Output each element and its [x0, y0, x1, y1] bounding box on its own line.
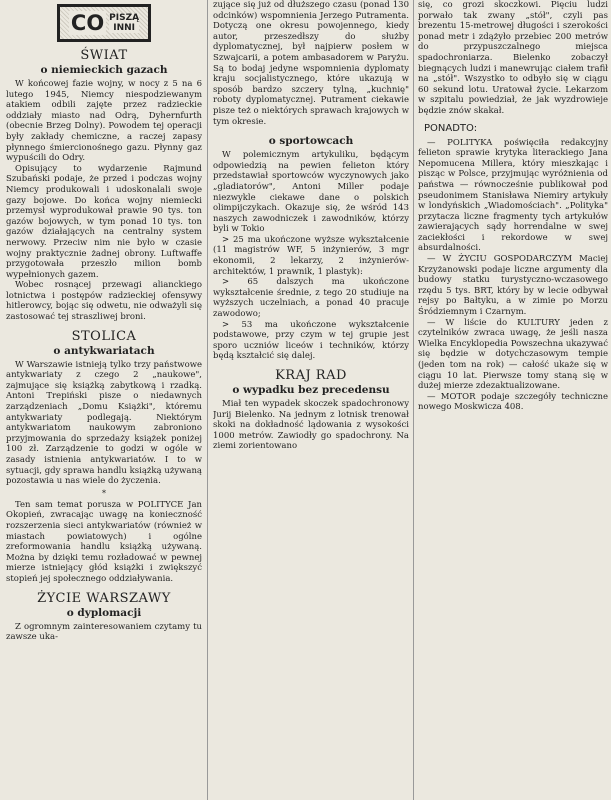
article-paragraph: się, co grozi skoczkowi. Pięciu ludzi porwało tak zwany „stół", czyli pas brezentu 15-metrowej długości i szerokości ponad metr i zdążyło przebiec 200 metrów do przypuszczalnego miejsca spadochroniarza. Bielenko zobaczył biegnących ludzi i manewrując ciałem trafił na „stół". Wszystko to odbyło się w ciągu 60 sekund lotu. Uratował życie. Lekarzom w szpitalu powiedział, że jak wyzdrowieje będzie znów skakał. [418, 0, 608, 116]
news-item: — W liście do KULTURY jeden z czytelników zwraca uwagę, że jeśli nasza Wielka Encyklopedia Powszechna ukazywać się będzie w dotychczasowym tempie (jeden tom na rok) — całość ukaże się w ciągu 10 lat. Pierwsze tomy staną się w dużej mierze zdezaktualizowane. [418, 317, 608, 392]
co-pisza-inni-logo [57, 4, 151, 42]
logo-small-text [109, 13, 139, 33]
bullet-text: 65 dalszych ma ukończone wykształcenie średnie, z tego 20 studiuje na wyższych uczelniach, a ponad 40 pracuje zawodowo; [213, 277, 409, 320]
bullet-text: 53 ma ukończone wykształcenie podstawowe, przy czym w tej grupie jest sporo uczniów liceów i techników, którzy będą kształcić się dalej. [213, 319, 409, 362]
section-heading: STOLICA [71, 328, 137, 344]
logo-big-text: CO [70, 11, 105, 35]
column-divider [413, 0, 414, 800]
logo-small-bottom: INNI [113, 23, 136, 33]
bullet-item [213, 277, 409, 319]
bullet-arrow-icon: > [222, 234, 233, 245]
column-middle [213, 0, 409, 800]
column-left [6, 0, 202, 800]
column-right [418, 0, 608, 800]
article-paragraph: W polemicznym artykuliku, będącym odpowiedzią na pewien felieton który przedstawiał sportowców wyczynowych jako „gladiatorów", Antoni Miller podaje niezwykle ciekawe dane o polskich olimpijczykach. Okazuje się, że wśród 143 naszych zawodniczek i zawodników, którzy byli w Tokio [213, 150, 409, 235]
news-item: — W ŻYCIU GOSPODARCZYM Maciej Krzyżanowski podaje liczne argumenty dla budowy statku turystyczno-wczasowego rzędu 5 tys. BRT, który by w lecie odbywał rejsy po Bałtyku, a w zimie po Morzu Śródziemnym i Czarnym. [418, 254, 608, 318]
article-paragraph: W Warszawie istnieją tylko trzy państwowe antykwariaty z czego 2 „naukowe", zajmujące się książką zabytkową i rzadką. Antoni Trepiński pisze o niedawnych zarządzeniach „Domu Książki", któremu antykwariaty podlegają. Niektórym antykwariatom naukowym zabroniono przyjmowania do sprzedaży książek poniżej 100 zł. Zarządzenie to godzi w ogóle w zasady istnienia antykwariatów. I to w sytuacji, gdy sprawa handlu książką używaną pozostawia u nas wiele do życzenia. [6, 359, 202, 487]
separator-star: * [102, 488, 106, 498]
article-paragraph: Opisujący to wydarzenie Rajmund Szubański podaje, że przed i podczas wojny Niemcy produkowali i udoskonalali swoje gazy bojowe. Do końca wojny niemiecki przemysł wyprodukował prawie 90 tys. ton gazów bojowych, w tym ponad 10 tys. ton gazów działających na centralny system nerwowy. Przeciw nim nie było w czasie wojny praktycznie żadnej obrony. Luftwaffe przygotowała przeszło milion bomb wypełnionych gazem. [6, 163, 202, 280]
article-paragraph: Ten sam temat porusza w POLITYCE Jan Okopień, zwracając uwagę na konieczność rozszerzenia sieci antykwariatów (również w miastach powiatowych) i ogólne zreformowania handlu książką używaną. Można by dzięki temu rozładować w pewnej mierze istniejący głód książki i zwiększyć stopień jej społecznego oddziaływania. [6, 499, 202, 584]
news-item: — MOTOR podaje szczegóły techniczne nowego Moskwicza 408. [418, 391, 608, 413]
bullet-arrow-icon: > [222, 277, 248, 288]
bullet-item [213, 320, 409, 362]
section-subheading: o wypadku bez precedensu [232, 384, 390, 396]
logo-small-top: PISZĄ [109, 13, 140, 23]
section-subheading: o dyplomacji [66, 606, 142, 619]
column-divider [207, 0, 208, 800]
bullet-item [213, 235, 409, 277]
article-paragraph: Wobec rosnącej przewagi alianckiego lotnictwa i postępów radzieckiej ofensywy hitlerowcy, bojąc się odwetu, nie odważyli się zastosować tej straszliwej broni. [6, 280, 202, 323]
article-paragraph: Miał ten wypadek skoczek spadochronowy Jurij Bielenko. Na jednym z lotnisk trenował skoki na dokładność lądowania z wysokości 1000 metrów. Zawiodły go spadochrony. Na ziemi zorientowano [213, 399, 409, 452]
section-subheading: o niemieckich gazach [40, 64, 168, 76]
ponadto-heading: PONADTO: [424, 122, 478, 134]
news-item: — POLITYKA poświęciła redakcyjny felieton sprawie krytyka literackiego Jana Nepomucena Millera, który mieszkając i pisząc w Polsce, przyjmując wyróżnienia od państwa — równocześnie publikował pod pseudonimem Stanisława Niemiry artykuły w londyńskich „Wiadomościach". „Polityka" przytacza liczne fragmenty tych artykułów zawierających sądy horrendalne w swej zaciekłości i rekordowe w swej absurdalności. [418, 137, 608, 254]
section-subheading: o antykwariatach [53, 344, 155, 357]
bullet-text: 25 ma ukończone wyższe wykształcenie (11 magistrów WF, 5 inżynierów, 3 mgr ekonomii, 2 lekarzy, 2 inżynierów-architektów, 1 prawnik, 1 plastyk): [213, 234, 409, 277]
article-paragraph: Z ogromnym zainteresowaniem czytamy tu zawsze uka- [6, 621, 202, 643]
article-paragraph: zujące się już od dłuższego czasu (ponad 130 odcinków) wspomnienia Jerzego Putramenta. Dotyczą one okresu powojennego, kiedy autor, przeszedłszy do służby dyplomatycznej, był najpierw posłem w Szwajcarii, a potem ambasadorem w Paryżu. Są to bodaj jedyne wspomnienia dyplomaty kraju socjalistycznego, które ukazują w sposób bardzo szczery tylną, „kuchnię" roboty dyplomatycznej. Putrament ciekawie pisze też o niektórych sprawach krajowych w tym okresie. [213, 0, 409, 127]
article-paragraph: W końcowej fazie wojny, w nocy z 5 na 6 lutego 1945, Niemcy niespodziewanym atakiem odbili zajęte przez radzieckie oddziały miasto nad Odrą, Dyhernfurth (obecnie Brzeg Dolny). Powodem tej operacji były zakłady chemiczne, a raczej zapasy płynnego śmiercionośnego gazu. Płynny gaz wypuścili do Odry. [6, 79, 202, 164]
section-subheading: o sportowcach [268, 135, 354, 148]
section-heading: ŚWIAT [80, 48, 128, 63]
section-heading: KRAJ RAD [275, 368, 347, 383]
section-heading: ŻYCIE WARSZAWY [37, 590, 171, 606]
bullet-arrow-icon: > [222, 319, 242, 330]
